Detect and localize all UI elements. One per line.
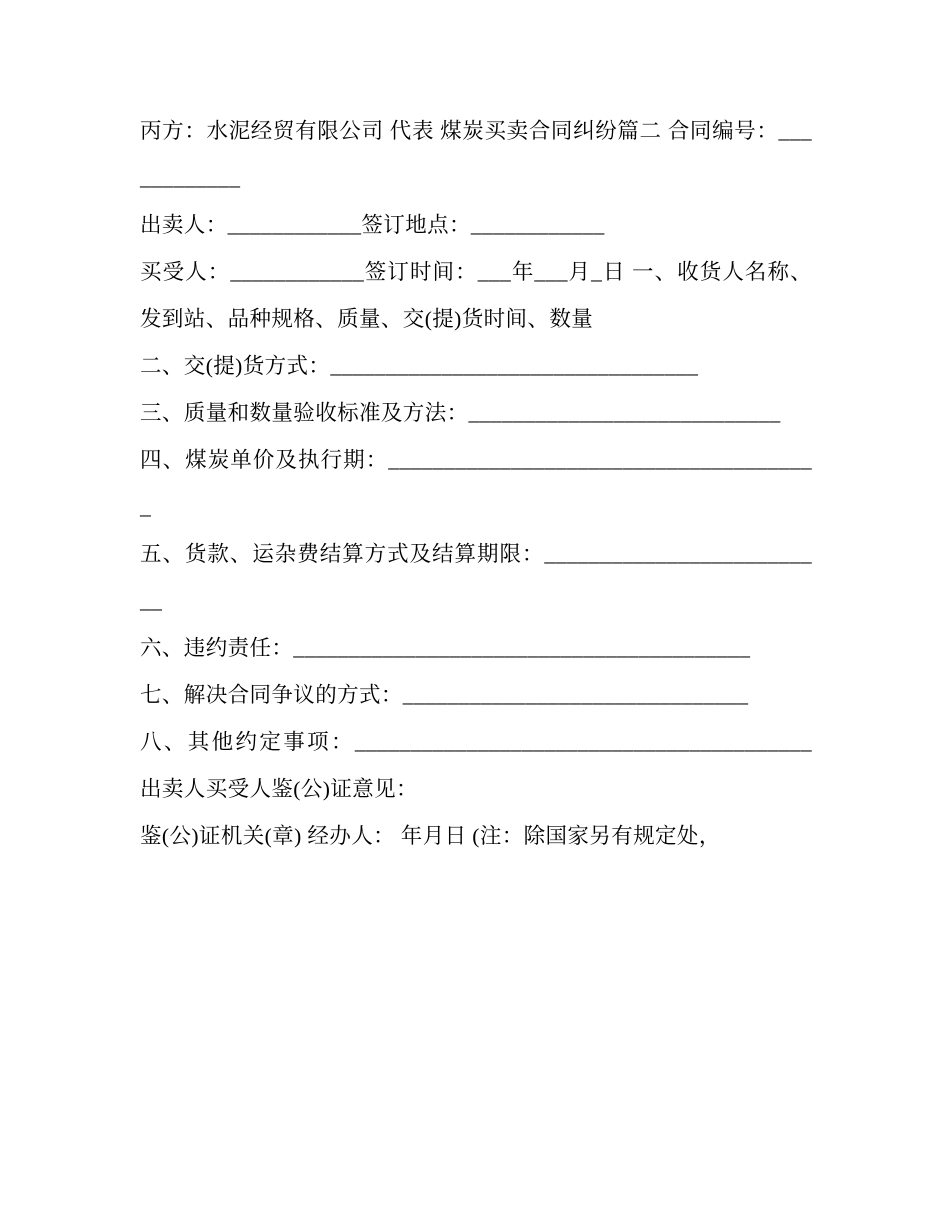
paragraph-1: 丙方：水泥经贸有限公司 代表 煤炭买卖合同纠纷篇二 合同编号：____________ xyxy=(140,119,812,190)
document-body xyxy=(140,108,818,860)
paragraph-6: 四、煤炭单价及执行期：_______________________________________ xyxy=(140,448,812,519)
paragraph-3: 买受人：____________签订时间：___年___月_日 一、收货人名称、发到站、品种规格、质量、交(提)货时间、数量 xyxy=(140,260,812,331)
paragraph-7: 五、货款、运杂费结算方式及结算期限：__________________________ xyxy=(140,542,812,613)
paragraph-2: 出卖人：____________签订地点：____________ xyxy=(140,213,605,237)
paragraph-10: 八、其他约定事项：_________________________________________ 出卖人买受人鉴(公)证意见： xyxy=(140,730,818,801)
paragraph-8: 六、违约责任：_________________________________________ xyxy=(140,636,751,660)
paragraph-11: 鉴(公)证机关(章) 经办人： 年月日 (注：除国家另有规定处， xyxy=(140,824,721,848)
paragraph-5: 三、质量和数量验收标准及方法：____________________________ xyxy=(140,401,781,425)
paragraph-4: 二、交(提)货方式：_________________________________ xyxy=(140,354,699,378)
paragraph-9: 七、解决合同争议的方式：_______________________________ xyxy=(140,683,749,707)
